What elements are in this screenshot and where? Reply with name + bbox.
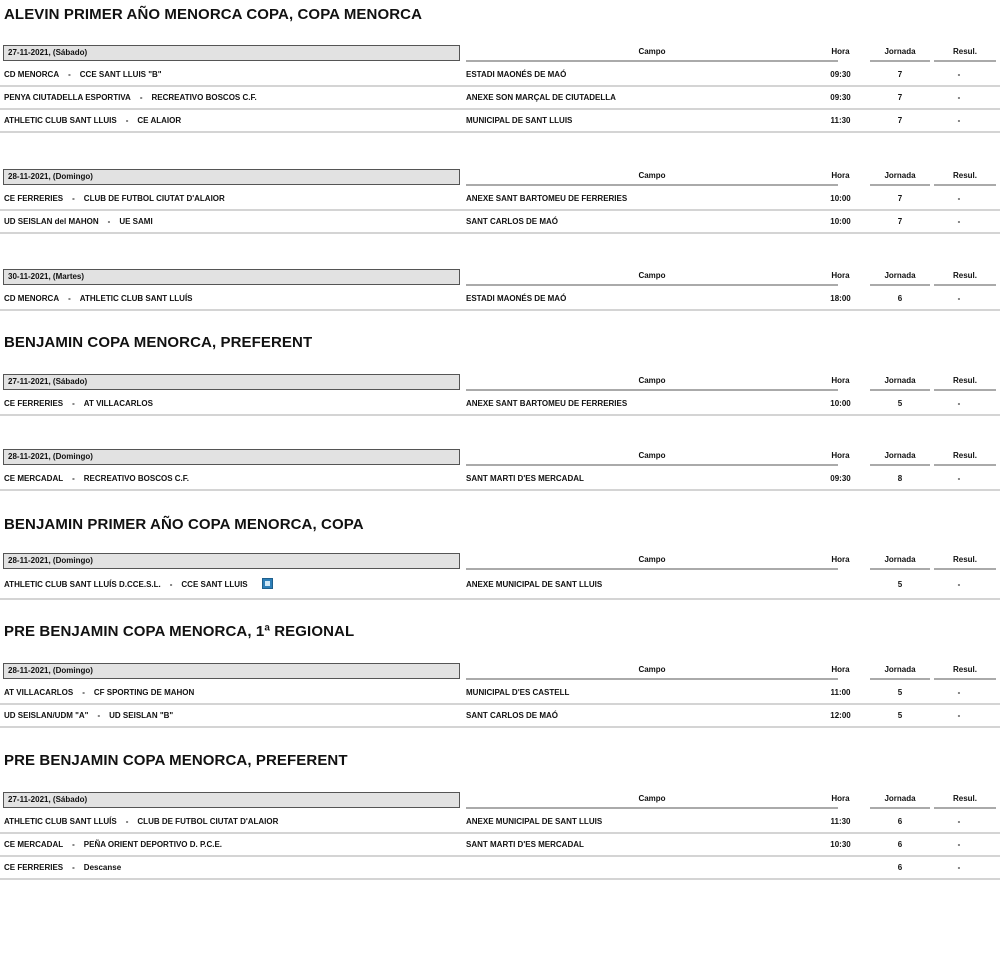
hora: 10:00 — [830, 194, 851, 203]
away-team: UE SAMI — [119, 217, 153, 226]
match-row — [0, 87, 1000, 110]
campo: ESTADI MAONÉS DE MAÓ — [466, 70, 567, 79]
home-team: UD SEISLAN del MAHON — [4, 217, 99, 226]
match-row — [0, 468, 1000, 491]
away-team: PEÑA ORIENT DEPORTIVO D. P.C.E. — [83, 840, 223, 849]
section-title: BENJAMIN COPA MENORCA, PREFERENT — [4, 334, 313, 351]
home-team: ATHLETIC CLUB SANT LLUÍS D.CCE.S.L. — [4, 580, 161, 589]
column-header-campo: Campo — [466, 268, 838, 286]
resul: - — [957, 217, 961, 226]
campo: SANT MARTI D'ES MERCADAL — [466, 840, 584, 849]
campo: ANEXE SANT BARTOMEU DE FERRERIES — [466, 399, 628, 408]
column-header-campo: Campo — [466, 662, 838, 680]
hora: 10:00 — [830, 399, 851, 408]
block-header — [0, 791, 1000, 811]
block-header — [0, 168, 1000, 188]
date-label: 30-11-2021, (Martes) — [3, 269, 460, 285]
column-header-campo: Campo — [466, 448, 838, 466]
block-header — [0, 373, 1000, 393]
match-row — [0, 188, 1000, 211]
schedule-block — [0, 791, 1000, 880]
hora: 11:00 — [830, 688, 851, 697]
section-title: PRE BENJAMIN COPA MENORCA, PREFERENT — [4, 752, 348, 769]
column-header-resul: Resul. — [934, 552, 996, 570]
column-header-jornada: Jornada — [870, 168, 930, 186]
column-header-jornada: Jornada — [870, 268, 930, 286]
home-team: CE MERCADAL — [4, 840, 64, 849]
date-label: 28-11-2021, (Domingo) — [3, 553, 460, 569]
hora: 10:30 — [830, 840, 851, 849]
section-title: BENJAMIN PRIMER AÑO COPA MENORCA, COPA — [4, 516, 364, 533]
column-header-jornada: Jornada — [870, 791, 930, 809]
column-header-resul: Resul. — [934, 791, 996, 809]
column-header-hora: Hora — [831, 555, 850, 564]
column-header-jornada: Jornada — [870, 662, 930, 680]
home-team: CD MENORCA — [4, 294, 60, 303]
schedule-block — [0, 268, 1000, 311]
schedule-block — [0, 168, 1000, 234]
match-row — [0, 834, 1000, 857]
away-team: UD SEISLAN "B" — [109, 711, 174, 720]
block-header — [0, 44, 1000, 64]
home-team: CE FERRERIES — [4, 194, 64, 203]
match-row — [0, 288, 1000, 311]
match-teams: CD MENORCA - ATHLETIC CLUB SANT LLUÍS — [4, 294, 193, 303]
hora: 11:30 — [830, 116, 851, 125]
date-label: 27-11-2021, (Sábado) — [3, 792, 460, 808]
jornada: 5 — [897, 580, 903, 589]
match-teams: CE FERRERIES - AT VILLACARLOS — [4, 399, 153, 408]
column-header-hora: Hora — [831, 47, 850, 56]
away-team: CCE SANT LLUIS — [181, 580, 248, 589]
jornada: 6 — [897, 840, 903, 849]
date-label: 27-11-2021, (Sábado) — [3, 374, 460, 390]
match-teams: ATHLETIC CLUB SANT LLUIS - CE ALAIOR — [4, 116, 182, 125]
campo: SANT CARLOS DE MAÓ — [466, 711, 558, 720]
hora: 09:30 — [830, 474, 851, 483]
section-title: PRE BENJAMIN COPA MENORCA, 1ª REGIONAL — [4, 623, 355, 640]
resul: - — [957, 688, 961, 697]
column-header-resul: Resul. — [934, 662, 996, 680]
away-team: Descanse — [83, 863, 122, 872]
resul: - — [957, 580, 961, 589]
away-team: AT VILLACARLOS — [83, 399, 153, 408]
campo: ANEXE SANT BARTOMEU DE FERRERIES — [466, 194, 628, 203]
jornada: 6 — [897, 863, 903, 872]
hora: 11:30 — [830, 817, 851, 826]
match-teams: CD MENORCA - CCE SANT LLUIS "B" — [4, 70, 162, 79]
campo: MUNICIPAL DE SANT LLUIS — [466, 116, 573, 125]
campo: MUNICIPAL D'ES CASTELL — [466, 688, 570, 697]
schedule-block — [0, 44, 1000, 133]
match-row — [0, 705, 1000, 728]
away-team: RECREATIVO BOSCOS C.F. — [151, 93, 257, 102]
date-label: 28-11-2021, (Domingo) — [3, 169, 460, 185]
home-team: CE FERRERIES — [4, 399, 64, 408]
column-header-campo: Campo — [466, 791, 838, 809]
column-header-campo: Campo — [466, 373, 838, 391]
home-team: AT VILLACARLOS — [4, 688, 74, 697]
home-team: CD MENORCA — [4, 70, 60, 79]
jornada: 8 — [897, 474, 903, 483]
resul: - — [957, 399, 961, 408]
column-header-resul: Resul. — [934, 168, 996, 186]
home-team: PENYA CIUTADELLA ESPORTIVA — [4, 93, 131, 102]
jornada: 5 — [897, 399, 903, 408]
home-team: CE FERRERIES — [4, 863, 64, 872]
match-row — [0, 211, 1000, 234]
home-team: CE MERCADAL — [4, 474, 64, 483]
column-header-resul: Resul. — [934, 373, 996, 391]
match-row — [0, 811, 1000, 834]
column-header-campo: Campo — [466, 552, 838, 570]
away-team: RECREATIVO BOSCOS C.F. — [83, 474, 189, 483]
jornada: 5 — [897, 711, 903, 720]
column-header-hora: Hora — [831, 794, 850, 803]
campo: ANEXE SON MARÇAL DE CIUTADELLA — [466, 93, 616, 102]
jornada: 6 — [897, 294, 903, 303]
column-header-resul: Resul. — [934, 44, 996, 62]
resul: - — [957, 817, 961, 826]
match-row — [0, 393, 1000, 416]
away-team: CE ALAIOR — [137, 116, 182, 125]
match-teams: AT VILLACARLOS - CF SPORTING DE MAHON — [4, 688, 195, 697]
section-title: ALEVIN PRIMER AÑO MENORCA COPA, COPA MENORCA — [4, 6, 423, 23]
resul: - — [957, 93, 961, 102]
home-team: ATHLETIC CLUB SANT LLUIS — [4, 116, 117, 125]
resul: - — [957, 863, 961, 872]
match-teams: UD SEISLAN del MAHON - UE SAMI — [4, 217, 153, 226]
jornada: 7 — [897, 217, 903, 226]
info-icon[interactable] — [262, 578, 273, 589]
away-team: ATHLETIC CLUB SANT LLUÍS — [79, 294, 193, 303]
away-team: CF SPORTING DE MAHON — [93, 688, 195, 697]
away-team: CCE SANT LLUIS "B" — [79, 70, 162, 79]
hora: 12:00 — [830, 711, 851, 720]
resul: - — [957, 294, 961, 303]
match-teams: ATHLETIC CLUB SANT LLUÍS - CLUB DE FUTBOL CIUTAT D'ALAIOR — [4, 817, 279, 826]
column-header-hora: Hora — [831, 451, 850, 460]
column-header-hora: Hora — [831, 271, 850, 280]
column-header-resul: Resul. — [934, 448, 996, 466]
hora: 10:00 — [830, 217, 851, 226]
away-team: CLUB DE FUTBOL CIUTAT D'ALAIOR — [137, 817, 279, 826]
campo: ESTADI MAONÉS DE MAÓ — [466, 294, 567, 303]
away-team: CLUB DE FUTBOL CIUTAT D'ALAIOR — [83, 194, 225, 203]
schedule-block — [0, 373, 1000, 416]
resul: - — [957, 474, 961, 483]
schedule-block — [0, 552, 1000, 600]
resul: - — [957, 194, 961, 203]
campo: ANEXE MUNICIPAL DE SANT LLUIS — [466, 817, 603, 826]
column-header-campo: Campo — [466, 168, 838, 186]
block-header — [0, 552, 1000, 572]
match-teams: CE FERRERIES - Descanse — [4, 863, 122, 872]
match-row — [0, 857, 1000, 880]
match-row — [0, 572, 1000, 600]
hora: 18:00 — [830, 294, 851, 303]
column-header-hora: Hora — [831, 376, 850, 385]
match-teams: ATHLETIC CLUB SANT LLUÍS D.CCE.S.L. - CCE SANT LLUIS — [4, 572, 459, 598]
campo: ANEXE MUNICIPAL DE SANT LLUIS — [466, 580, 603, 589]
match-teams: PENYA CIUTADELLA ESPORTIVA - RECREATIVO BOSCOS C.F. — [4, 93, 257, 102]
resul: - — [957, 840, 961, 849]
jornada: 7 — [897, 194, 903, 203]
match-teams: UD SEISLAN/UDM "A" - UD SEISLAN "B" — [4, 711, 174, 720]
match-row — [0, 64, 1000, 87]
jornada: 7 — [897, 116, 903, 125]
resul: - — [957, 70, 961, 79]
resul: - — [957, 711, 961, 720]
campo: SANT MARTI D'ES MERCADAL — [466, 474, 584, 483]
column-header-hora: Hora — [831, 665, 850, 674]
column-header-jornada: Jornada — [870, 552, 930, 570]
hora: 09:30 — [830, 70, 851, 79]
schedule-block — [0, 448, 1000, 491]
resul: - — [957, 116, 961, 125]
schedule-block — [0, 662, 1000, 728]
jornada: 5 — [897, 688, 903, 697]
match-teams: CE MERCADAL - RECREATIVO BOSCOS C.F. — [4, 474, 189, 483]
block-header — [0, 662, 1000, 682]
jornada: 6 — [897, 817, 903, 826]
match-teams: CE MERCADAL - PEÑA ORIENT DEPORTIVO D. P.C.E. — [4, 840, 223, 849]
date-label: 27-11-2021, (Sábado) — [3, 45, 460, 61]
campo: SANT CARLOS DE MAÓ — [466, 217, 558, 226]
block-header — [0, 268, 1000, 288]
column-header-resul: Resul. — [934, 268, 996, 286]
column-header-hora: Hora — [831, 171, 850, 180]
date-label: 28-11-2021, (Domingo) — [3, 663, 460, 679]
match-row — [0, 110, 1000, 133]
match-row — [0, 682, 1000, 705]
block-header — [0, 448, 1000, 468]
home-team: ATHLETIC CLUB SANT LLUÍS — [4, 817, 117, 826]
jornada: 7 — [897, 70, 903, 79]
match-teams: CE FERRERIES - CLUB DE FUTBOL CIUTAT D'ALAIOR — [4, 194, 225, 203]
hora: 09:30 — [830, 93, 851, 102]
column-header-jornada: Jornada — [870, 373, 930, 391]
column-header-jornada: Jornada — [870, 448, 930, 466]
home-team: UD SEISLAN/UDM "A" — [4, 711, 89, 720]
column-header-jornada: Jornada — [870, 44, 930, 62]
jornada: 7 — [897, 93, 903, 102]
column-header-campo: Campo — [466, 44, 838, 62]
date-label: 28-11-2021, (Domingo) — [3, 449, 460, 465]
